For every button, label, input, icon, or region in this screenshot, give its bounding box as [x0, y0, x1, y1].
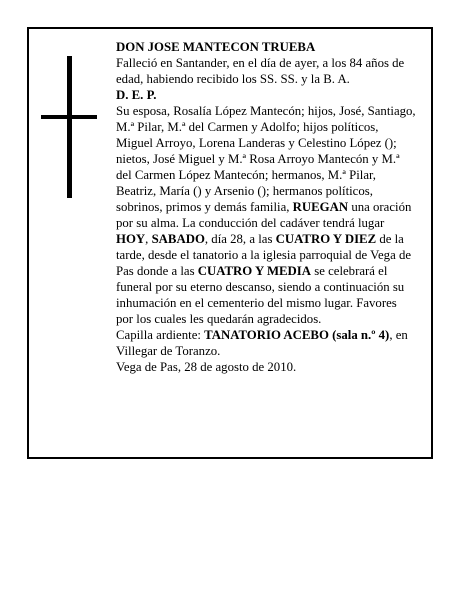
obituary-notice — [27, 27, 433, 459]
date-text: , día 28, a las — [204, 232, 276, 246]
day-name: SABADO — [151, 232, 205, 246]
rip-line: D. E. P. — [116, 88, 157, 102]
conduction-time: CUATRO Y DIEZ — [275, 232, 377, 246]
chapel-name: TANATORIO ACEBO (sala n.º 4) — [204, 328, 390, 342]
chapel-prefix: Capilla ardiente: — [116, 328, 205, 342]
cross-horizontal-bar — [41, 115, 97, 119]
chapel-line — [116, 327, 416, 359]
family-list: Su esposa, Rosalía López Mantecón; hijos, José, Santiago, M.ª Pilar, M.ª del Carmen y Adolfo; hijos políticos, Miguel Arroyo, Lorena Landeras y Celestino López (); nietos, José Miguel y M.ª Rosa Arroyo Mantecón y M.ª del Carmen López Mantecón; hermanos, M.ª Pilar, Beatriz, María () y Arsenio (); hermanos políticos, sobrinos, primos y demás familia, — [116, 104, 416, 214]
family-paragraph — [116, 103, 416, 327]
obituary-text — [116, 39, 416, 375]
day-today: HOY — [116, 232, 146, 246]
chapel-location: , en Villegar de Toranzo. — [116, 328, 408, 358]
signoff-line: Vega de Pas, 28 de agosto de 2010. — [116, 360, 297, 374]
deceased-name: DON JOSE MANTECON TRUEBA — [116, 40, 316, 54]
death-statement: Falleció en Santander, en el día de ayer, a los 84 años de edad, habiendo recibido los SS. SS. y la B. A. — [116, 56, 405, 86]
request-word: RUEGAN — [292, 200, 349, 214]
request-text: una oración por su alma. La conducción del cadáver tendrá lugar — [116, 200, 412, 230]
comma-separator: , — [145, 232, 152, 246]
funeral-time: CUATRO Y MEDIA — [197, 264, 312, 278]
cross-vertical-bar — [67, 56, 72, 198]
cross-icon — [41, 56, 97, 198]
conduction-place: de la tarde, desde el tanatorio a la iglesia parroquial de Vega de Pas donde a las — [116, 232, 412, 278]
funeral-text: se celebrará el funeral por su eterno descanso, siendo a continuación su inhumación en el cementerio del mismo lugar. Favores por los cuales les quedarán agradecidos. — [116, 264, 405, 326]
